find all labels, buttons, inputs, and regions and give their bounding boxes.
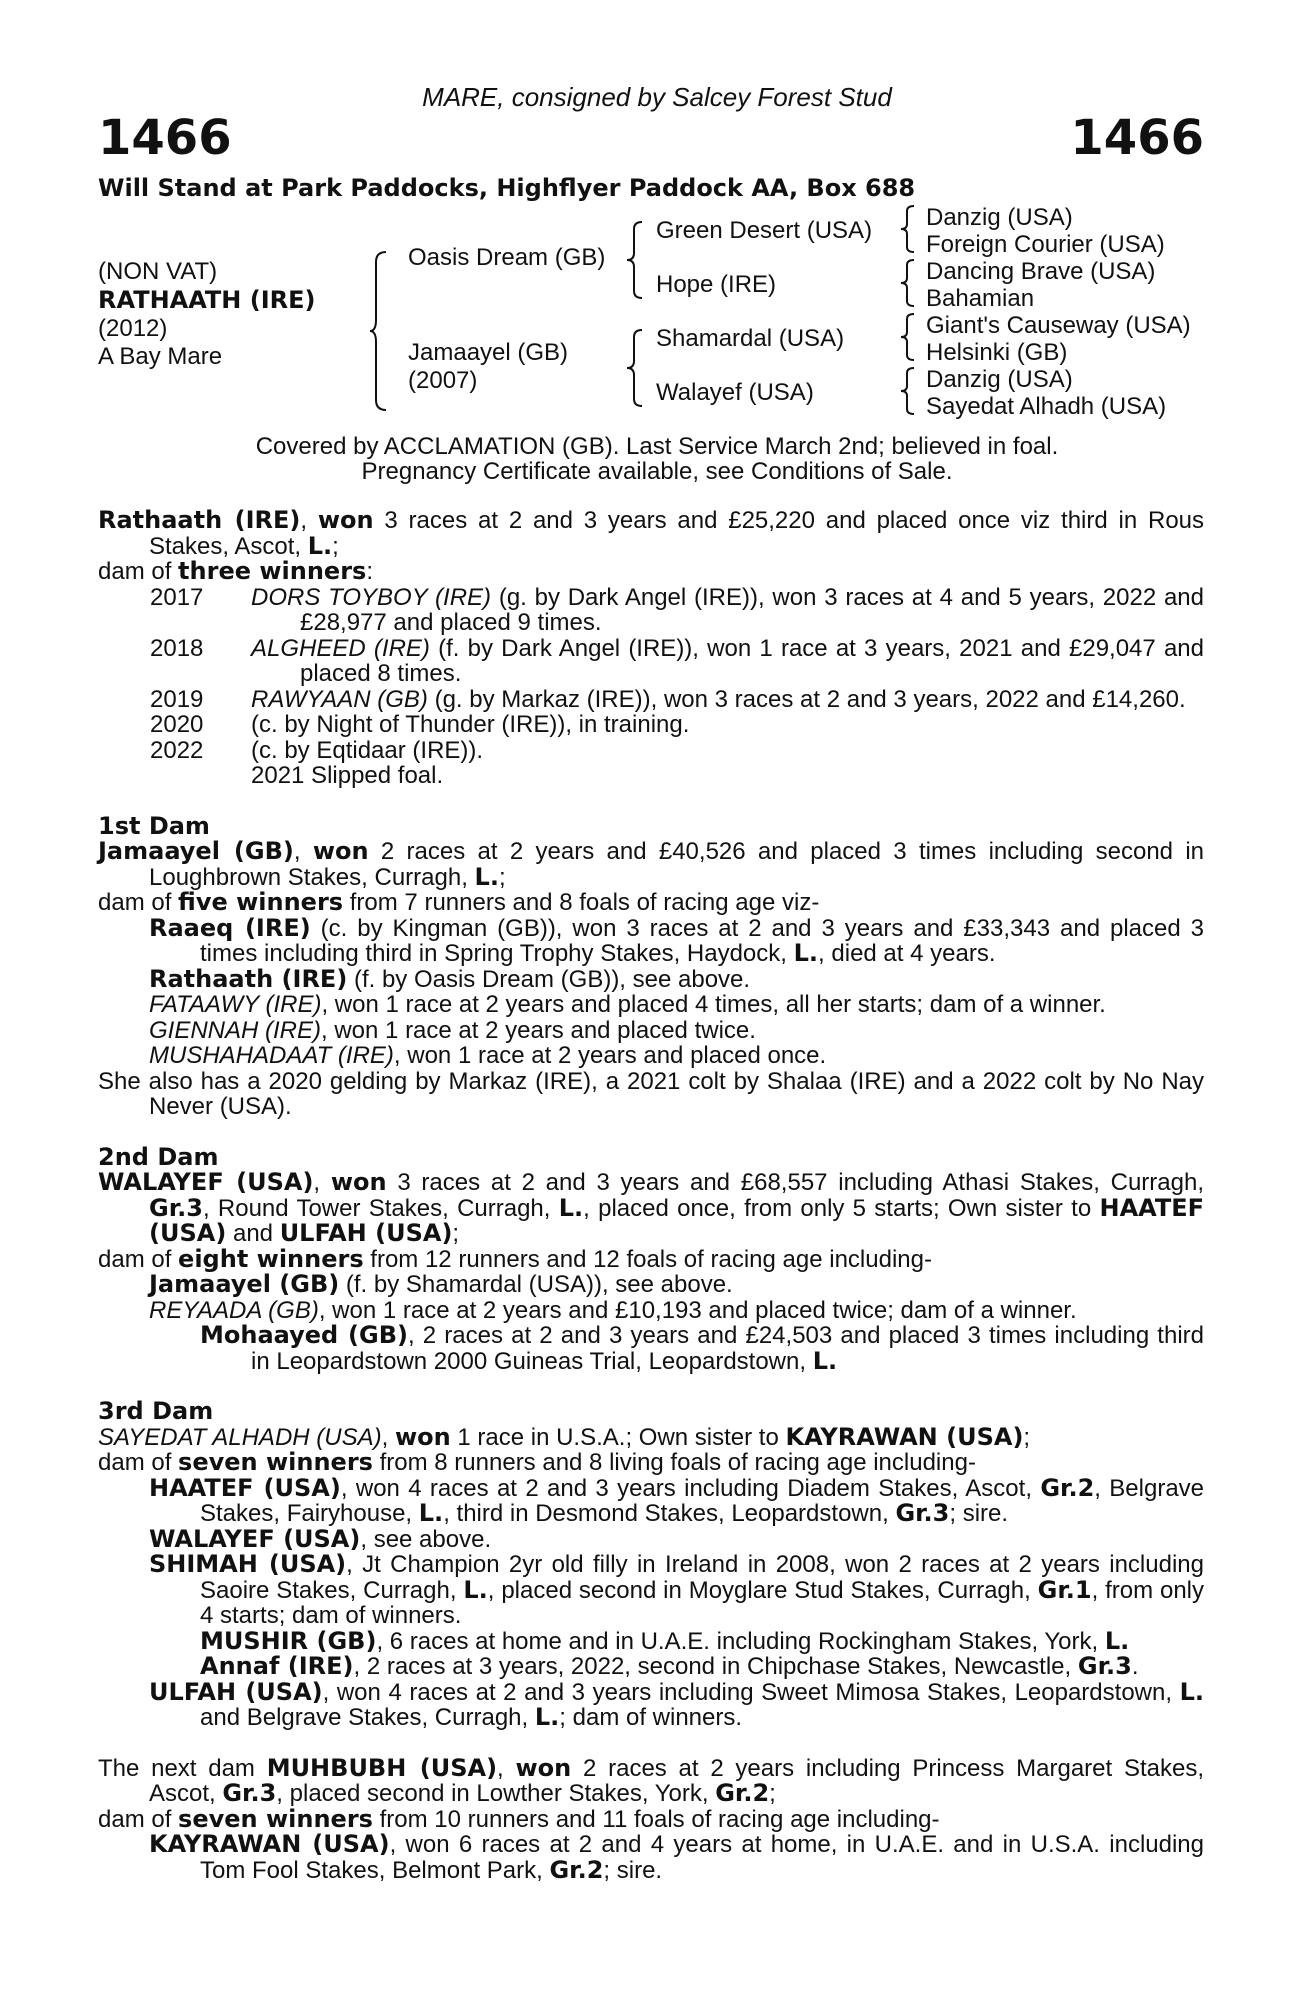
ssd-name: Foreign Courier (USA)	[926, 231, 1165, 258]
record-text: , Round Tower Stakes, Curragh,	[202, 1194, 559, 1222]
record-text: 1 race in U.S.A.; Own sister to	[450, 1423, 786, 1451]
horse-name: RATHAATH (IRE)	[98, 286, 316, 314]
produce-text: (f. by Shamardal (USA)), see above.	[339, 1271, 733, 1298]
record-text: 3 races at 2 and 3 years and £68,557 including Athasi Stakes, Curragh,	[386, 1169, 1204, 1196]
record-text-end: ;	[452, 1220, 460, 1247]
first-dam-dam-of	[98, 890, 1204, 916]
sibling-name: HAATEF (USA)	[149, 1193, 1205, 1247]
produce-entry	[98, 1524, 1204, 1553]
next-dam-lead: The next dam	[98, 1754, 267, 1782]
sire-name: Oasis Dream (GB)	[408, 244, 606, 271]
horse-block	[98, 258, 316, 371]
horse-year: (2012)	[98, 315, 168, 342]
produce-text-end: , from only 4 starts; dam of winners.	[200, 1576, 1205, 1629]
produce-text: , won 4 races at 2 and 3 years including Sweet Mimosa Stakes, Leopardstown,	[322, 1678, 1180, 1706]
vat-status: (NON VAT)	[98, 258, 218, 285]
produce-text: (f. by Oasis Dream (GB)), see above.	[347, 965, 751, 993]
record-text-end: ;	[1023, 1423, 1031, 1451]
dds-name: Danzig (USA)	[926, 366, 1073, 393]
produce-name: REYAADA (GB)	[149, 1296, 319, 1324]
lot-number-left: 1466	[98, 110, 232, 166]
intro-text: 3 races at 2 and 3 years and £25,220 and placed once viz third in Rous Stakes, Ascot,	[149, 507, 1205, 560]
progeny-name: DORS TOYBOY (IRE)	[251, 583, 492, 611]
produce-entry	[98, 1654, 1204, 1680]
produce-text-end: .	[1131, 1653, 1139, 1680]
consignor-line: MARE, consigned by Salcey Forest Stud	[422, 82, 892, 112]
progeny-text: 2021 Slipped foal.	[251, 762, 444, 789]
progeny-year: 2022	[150, 736, 204, 764]
produce-text: , Belgrave Stakes, Fairyhouse,	[200, 1474, 1205, 1527]
dam-of-text: from 8 runners and 8 living foals of racing age including-	[372, 1449, 976, 1476]
pedigree-brace-dam	[624, 328, 646, 408]
winners-count: eight winners	[178, 1244, 364, 1273]
third-dam-dam-of	[98, 1450, 1204, 1476]
produce-entry	[98, 1626, 1204, 1655]
intro-text-end: ;	[332, 532, 339, 560]
first-dam-record: Jamaayel (GB), won 2 races at 2 years and £40,526 and placed 3 times including second in Loughbrown Stakes, Curragh, L.;	[98, 837, 1204, 891]
dam-name: MUHBUBH (USA)	[266, 1753, 498, 1782]
produce-name: Jamaayel (GB)	[149, 1270, 340, 1298]
winners-count: seven winners	[178, 1804, 373, 1833]
dam-of-label: dam of	[98, 889, 179, 916]
and-text: and	[226, 1220, 280, 1247]
dam-of-label: dam of	[98, 558, 179, 585]
produce-name: Annaf (IRE)	[200, 1652, 354, 1680]
record-text: , placed once, from only 5 starts; Own sister to	[583, 1194, 1100, 1222]
dam-of-label: dam of	[98, 1449, 179, 1476]
intro-paragraph: Rathaath (IRE), won 3 races at 2 and 3 years and £25,220 and placed once viz third in Rous Stakes, Ascot, L.;	[98, 506, 1205, 560]
group-label: Gr.3	[895, 1499, 950, 1527]
produce-text: , won 1 race at 2 years and placed once.	[393, 1042, 827, 1069]
progeny-row	[98, 585, 1204, 636]
progeny-text: (g. by Markaz (IRE)), won 3 races at 2 and 3 years, 2022 and £14,260.	[427, 685, 1186, 713]
progeny-text: (c. by Eqtidaar (IRE)).	[251, 736, 484, 764]
produce-text-end: ; sire.	[603, 1856, 663, 1884]
winners-count: seven winners	[178, 1448, 373, 1476]
dam-year: (2007)	[408, 367, 478, 394]
produce-entry	[98, 1018, 1204, 1044]
produce-name: MUSHIR (GB)	[200, 1626, 377, 1655]
pedigree-brace-ds	[898, 312, 918, 362]
produce-text: , won 1 race at 2 years and £10,193 and placed twice; dam of a winner.	[318, 1296, 1077, 1324]
sire-sire: Green Desert (USA)	[656, 217, 873, 244]
pedigree-grandparents-dam	[926, 312, 1191, 420]
winners-count: five winners	[178, 888, 344, 916]
colon: :	[366, 558, 373, 585]
listed-label: L.	[1104, 1626, 1130, 1655]
record-text: 2 races at 2 years and £40,526 and placed 3 times including second in Loughbrown Stakes, Curragh,	[149, 838, 1204, 891]
progeny-name: RAWYAAN (GB)	[251, 685, 428, 713]
produce-name: ULFAH (USA)	[149, 1677, 323, 1706]
dsd-name: Helsinki (GB)	[926, 339, 1068, 366]
listed-label: L.	[307, 531, 333, 560]
covered-note	[0, 434, 1314, 484]
produce-name: GIENNAH (IRE)	[149, 1016, 322, 1044]
group-label: Gr.2	[715, 1779, 770, 1807]
dam-of-text: from 7 runners and 8 foals of racing age viz-	[343, 889, 820, 916]
produce-name: MUSHAHADAAT (IRE)	[149, 1042, 394, 1069]
produce-name: Rathaath (IRE)	[149, 964, 348, 993]
group-label: Gr.2	[549, 1855, 604, 1884]
dam-name: WALAYEF (USA)	[98, 1168, 314, 1196]
dam-sire: Shamardal (USA)	[656, 325, 845, 352]
group-label: Gr.1	[1037, 1575, 1092, 1604]
third-dam-heading: 3rd Dam	[98, 1397, 214, 1425]
produce-entry	[98, 1272, 1204, 1298]
horse-description: A Bay Mare	[98, 343, 223, 370]
produce-entry	[98, 1552, 1204, 1629]
progeny-text: (f. by Dark Angel (IRE)), won 1 race at 3 years, 2021 and £29,047 and placed 8 times.	[300, 634, 1204, 687]
winners-count: three winners	[178, 557, 367, 585]
won-label: won	[515, 1753, 572, 1782]
produce-text: and Belgrave Stakes, Curragh,	[200, 1704, 535, 1731]
next-dam-record: The next dam MUHBUBH (USA), won 2 races at 2 years including Princess Margaret Stakes, Ascot, Gr.3, placed second in Lowther Stakes, York, Gr.2;	[98, 1753, 1204, 1807]
progeny-list	[98, 585, 1204, 789]
pedigree-grandparents-sire	[926, 204, 1165, 312]
produce-text: , 2 races at 2 and 3 years and £24,503 and placed 3 times including third in Leopardstown 2000 Guineas Trial, Leopardstown,	[251, 1322, 1204, 1375]
sibling-name: ULFAH (USA)	[279, 1219, 453, 1247]
pedigree-brace-main	[368, 250, 392, 412]
next-dam-dam-of	[98, 1804, 1204, 1833]
dss-name: Giant's Causeway (USA)	[926, 312, 1191, 339]
listed-label: L.	[418, 1499, 444, 1527]
intro-dam-of	[98, 559, 1204, 585]
listed-label: L.	[474, 862, 499, 891]
sibling-name: KAYRAWAN (USA)	[785, 1422, 1024, 1451]
group-label: Gr.2	[1040, 1473, 1095, 1502]
produce-text: (c. by Kingman (GB)), won 3 races at 2 and 3 years and £33,343 and placed 3 times including third in Spring Trophy Stakes, Haydock,	[200, 914, 1204, 967]
listed-label: L.	[812, 1346, 838, 1375]
produce-text: , third in Desmond Stakes, Leopardstown,	[443, 1500, 896, 1527]
progeny-year: 2019	[150, 685, 204, 713]
first-dam-heading: 1st Dam	[98, 811, 210, 840]
record-text: 2 races at 2 years including Princess Margaret Stakes, Ascot,	[149, 1754, 1204, 1807]
progeny-year: 2017	[150, 583, 204, 611]
produce-text: , 6 races at home and in U.A.E. including Rockingham Stakes, York,	[376, 1627, 1105, 1655]
produce-text: , won 1 race at 2 years and placed twice.	[321, 1016, 756, 1044]
produce-text-end: ; dam of winners.	[559, 1704, 743, 1731]
sss-name: Danzig (USA)	[926, 204, 1073, 231]
group-label: Gr.3	[149, 1193, 203, 1222]
won-label: won	[330, 1168, 387, 1196]
produce-text: , 2 races at 3 years, 2022, second in Chipchase Stakes, Newcastle,	[353, 1653, 1078, 1680]
covered-line-2: Pregnancy Certificate available, see Conditions of Sale.	[361, 458, 953, 485]
produce-name: WALAYEF (USA)	[149, 1524, 361, 1553]
produce-name: HAATEF (USA)	[149, 1473, 341, 1502]
second-dam-heading: 2nd Dam	[98, 1142, 219, 1171]
progeny-year	[98, 763, 251, 789]
catalogue-body	[98, 508, 1204, 1883]
pedigree-brace-sd	[898, 258, 918, 308]
progeny-row	[98, 763, 1204, 789]
produce-entry	[98, 1832, 1204, 1883]
record-text: , placed second in Lowther Stakes, York,	[276, 1780, 716, 1807]
ddd-name: Sayedat Alhadh (USA)	[926, 393, 1167, 420]
second-dam-dam-of	[98, 1244, 1204, 1273]
produce-text: , Jt Champion 2yr old filly in Ireland in 2008, won 2 races at 2 years including Saoire Stakes, Curragh,	[200, 1551, 1204, 1604]
dam-dam: Walayef (USA)	[656, 379, 814, 406]
produce-entry	[98, 992, 1204, 1018]
progeny-text: (c. by Night of Thunder (IRE)), in training.	[251, 711, 690, 738]
pedigree-brace-dd	[898, 366, 918, 416]
progeny-row	[98, 738, 1204, 764]
won-label: won	[312, 837, 369, 865]
progeny-row	[98, 687, 1204, 713]
dam-of-label: dam of	[98, 1245, 179, 1273]
listed-label: L.	[793, 939, 819, 967]
listed-label: L.	[1179, 1677, 1204, 1706]
produce-name: SHIMAH (USA)	[149, 1550, 347, 1578]
won-label: won	[317, 506, 374, 534]
group-label: Gr.3	[222, 1779, 277, 1807]
listed-label: L.	[463, 1575, 488, 1604]
listed-label: L.	[534, 1703, 560, 1731]
sds-name: Dancing Brave (USA)	[926, 258, 1156, 285]
dam-name: SAYEDAT ALHADH (USA)	[98, 1423, 382, 1451]
record-text-end: ;	[498, 863, 506, 891]
produce-entry	[98, 964, 1204, 993]
third-dam-record: SAYEDAT ALHADH (USA), won 1 race in U.S.A.; Own sister to KAYRAWAN (USA);	[98, 1422, 1031, 1451]
second-dam-record: WALAYEF (USA), won 3 races at 2 and 3 years and £68,557 including Athasi Stakes, Curragh, Gr.3, Round Tower Stakes, Curragh, L., placed once, from only 5 starts; Own sister to HAATEF (USA) and ULFAH (USA);	[98, 1168, 1205, 1247]
group-label: Gr.3	[1077, 1652, 1132, 1680]
intro-horse-name: Rathaath (IRE)	[98, 506, 301, 534]
progeny-row	[98, 636, 1204, 687]
progeny-year: 2018	[150, 634, 204, 662]
produce-entry	[98, 1298, 1204, 1324]
produce-entry	[98, 1473, 1205, 1527]
won-label: won	[394, 1422, 451, 1451]
progeny-text: (g. by Dark Angel (IRE)), won 3 races at 4 and 5 years, 2022 and £28,977 and placed 9 times.	[300, 583, 1204, 636]
produce-entry	[98, 1043, 1204, 1069]
sire-dam: Hope (IRE)	[656, 271, 777, 298]
dam-name: Jamaayel (GB)	[98, 837, 294, 865]
produce-text: , won 6 races at 2 and 4 years at home, in U.A.E. and in U.S.A. including Tom Fool Stakes, Belmont Park,	[200, 1831, 1204, 1884]
listed-label: L.	[558, 1193, 584, 1222]
produce-text: , placed second in Moyglare Stud Stakes, Curragh,	[487, 1576, 1038, 1604]
produce-text-end: , died at 4 years.	[818, 940, 996, 967]
progeny-year: 2020	[150, 711, 204, 738]
dam-of-label: dam of	[98, 1805, 179, 1833]
covered-line-1: Covered by ACCLAMATION (GB). Last Service March 2nd; believed in foal.	[255, 433, 1059, 460]
sdd-name: Bahamian	[926, 285, 1035, 312]
produce-name: KAYRAWAN (USA)	[149, 1830, 390, 1858]
produce-entry	[98, 1323, 1204, 1374]
pedigree-brace-ss	[898, 204, 918, 254]
progeny-row	[98, 712, 1204, 738]
produce-text: , won 1 race at 2 years and placed 4 times, all her starts; dam of a winner.	[321, 991, 1106, 1018]
first-dam-also: She also has a 2020 gelding by Markaz (IRE), a 2021 colt by Shalaa (IRE) and a 2022 colt by No Nay Never (USA).	[98, 1067, 1204, 1120]
produce-entry	[98, 1677, 1204, 1731]
produce-name: FATAAWY (IRE)	[149, 991, 322, 1018]
dam-of-text: from 10 runners and 11 foals of racing age including-	[372, 1805, 940, 1833]
pedigree-brace-sire	[624, 220, 646, 300]
lot-number-right: 1466	[1070, 110, 1204, 166]
produce-text: , see above.	[360, 1525, 492, 1553]
produce-text-end: ; sire.	[949, 1500, 1009, 1527]
produce-name: Raaeq (IRE)	[149, 913, 311, 942]
dam-of-text: from 12 runners and 12 foals of racing age including-	[363, 1245, 932, 1273]
dam-name: Jamaayel (GB)	[408, 339, 569, 366]
record-text-end: ;	[769, 1780, 776, 1807]
produce-name: Mohaayed (GB)	[200, 1321, 408, 1349]
progeny-name: ALGHEED (IRE)	[251, 634, 430, 662]
stand-location: Will Stand at Park Paddocks, Highflyer Paddock AA, Box 688	[98, 174, 916, 202]
produce-text: , won 4 races at 2 and 3 years including Diadem Stakes, Ascot,	[340, 1474, 1041, 1502]
produce-entry	[98, 913, 1204, 967]
